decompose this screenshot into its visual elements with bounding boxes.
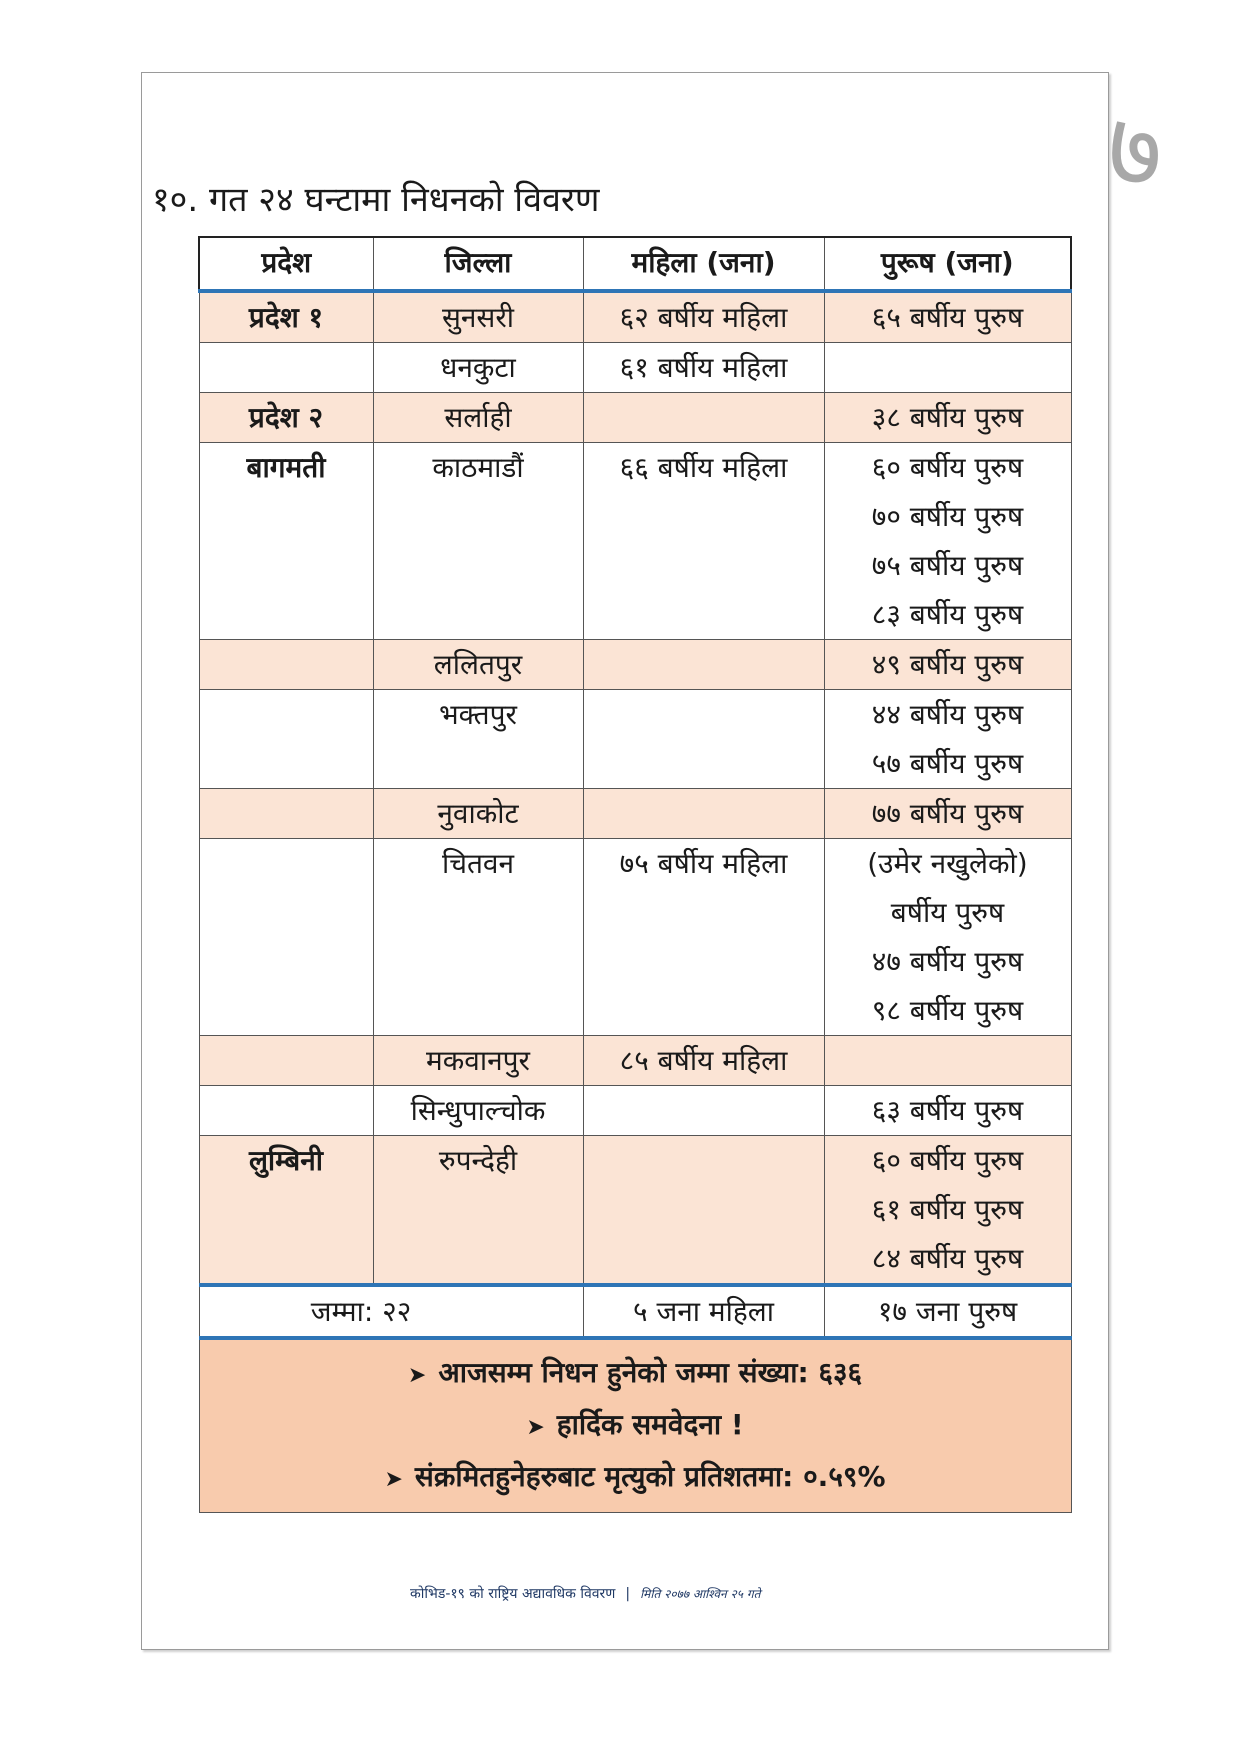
header-district: जिल्ला [373,237,583,291]
province-cell: लुम्बिनी [199,1136,373,1286]
table-row [199,839,1071,1036]
table-row [199,1136,1071,1286]
female-entry [584,541,824,590]
female-entry [584,1185,824,1234]
male-entry: ४४ बर्षीय पुरुष [871,698,1024,731]
total-label: जम्मा: २२ [199,1285,583,1338]
header-female: महिला (जना) [583,237,824,291]
male-entry [825,343,1071,392]
female-cell [583,640,824,690]
male-cell [824,789,1071,839]
male-entry: ६५ बर्षीय पुरुष [871,301,1024,334]
male-entry: ८३ बर्षीय पुरुष [871,598,1024,631]
male-cell [824,1086,1071,1136]
province-cell [199,343,373,393]
female-entry [584,789,824,838]
male-cell [824,839,1071,1036]
district-cell: सिन्धुपाल्चोक [373,1086,583,1136]
female-entry [584,590,824,639]
female-entry [584,739,824,788]
table-row [199,690,1071,789]
table-header-row [199,237,1071,291]
male-cell [824,690,1071,789]
province-cell [199,1036,373,1086]
summary-rate-text: संक्रमितहुनेहरुबाट मृत्युको प्रतिशतमा: ०.५९% [414,1460,886,1493]
female-entry [584,986,824,1035]
female-entry [584,690,824,739]
female-cell [583,393,824,443]
female-cell [583,839,824,1036]
male-entry: ४७ बर्षीय पुरुष [871,945,1024,978]
male-cell [824,1136,1071,1286]
district-cell: रुपन्देही [373,1136,583,1286]
female-cell [583,1086,824,1136]
male-entry: ६३ बर्षीय पुरुष [871,1094,1024,1127]
table-row [199,443,1071,640]
female-entry: ८५ बर्षीय महिला [619,1044,788,1077]
footer-date: मिति २०७७ आश्विन २५ गते [640,1587,761,1601]
total-row [199,1285,1071,1338]
female-entry: ६१ बर्षीय महिला [619,351,788,384]
table-row [199,640,1071,690]
female-entry: ६६ बर्षीय महिला [619,451,788,484]
table-row [199,1036,1071,1086]
male-entry: ७० बर्षीय पुरुष [871,500,1024,533]
summary-line-condolence [200,1400,1071,1452]
header-province: प्रदेश [199,237,373,291]
district-cell: मकवानपुर [373,1036,583,1086]
male-entry: ६१ बर्षीय पुरुष [871,1193,1024,1226]
province-cell [199,690,373,789]
table-row [199,343,1071,393]
arrow-bullet-icon: ➤ [526,1415,545,1440]
female-entry [584,1234,824,1283]
footer [410,1584,760,1603]
province-cell [199,1086,373,1136]
footer-separator: | [625,1586,631,1602]
male-entry [825,1036,1071,1085]
male-entry: ७७ बर्षीय पुरुष [871,797,1024,830]
male-entry: ६० बर्षीय पुरुष [871,451,1024,484]
female-entry [584,393,824,442]
male-entry: ८४ बर्षीय पुरुष [871,1242,1024,1275]
female-cell [583,443,824,640]
province-cell: बागमती [199,443,373,640]
male-cell [824,1036,1071,1086]
male-cell [824,291,1071,343]
deaths-table [198,236,1072,1513]
male-entry: (उमेर नखुलेको) [867,847,1028,880]
summary-row [199,1338,1071,1513]
province-cell [199,789,373,839]
male-entry: ९८ बर्षीय पुरुष [871,994,1024,1027]
male-cell [824,393,1071,443]
table-row [199,291,1071,343]
province-cell [199,640,373,690]
female-cell [583,789,824,839]
district-cell: काठमाडौं [373,443,583,640]
province-cell: प्रदेश १ [199,291,373,343]
male-entry: ५७ बर्षीय पुरुष [871,747,1024,780]
district-cell: नुवाकोट [373,789,583,839]
header-male: पुरूष (जना) [824,237,1071,291]
female-entry [584,640,824,689]
female-entry [584,1136,824,1185]
footer-title: कोभिड-१९ को राष्ट्रिय अद्यावधिक विवरण [410,1586,616,1602]
female-entry: ७५ बर्षीय महिला [619,847,788,880]
female-cell [583,1136,824,1286]
male-cell [824,343,1071,393]
female-cell [583,291,824,343]
section-title: १०. गत २४ घन्टामा निधनको विवरण [152,180,600,220]
province-cell: प्रदेश २ [199,393,373,443]
province-cell [199,839,373,1036]
female-entry [584,492,824,541]
district-cell: ललितपुर [373,640,583,690]
page-number: ७ [1108,89,1163,211]
arrow-bullet-icon: ➤ [407,1363,427,1388]
district-cell: चितवन [373,839,583,1036]
male-entry: ४९ बर्षीय पुरुष [871,648,1024,681]
district-cell: भक्तपुर [373,690,583,789]
table-row [199,1086,1071,1136]
total-male: १७ जना पुरुष [824,1285,1071,1338]
male-entry: ६० बर्षीय पुरुष [871,1144,1024,1177]
table-body [199,291,1071,1285]
district-cell: धनकुटा [373,343,583,393]
district-cell: सर्लाही [373,393,583,443]
male-cell [824,640,1071,690]
district-cell: सुनसरी [373,291,583,343]
male-cell [824,443,1071,640]
table-row [199,393,1071,443]
female-entry [584,1086,824,1135]
female-entry [584,937,824,986]
male-entry: ७५ बर्षीय पुरुष [871,549,1024,582]
summary-line-total [200,1348,1071,1400]
female-entry: ६२ बर्षीय महिला [619,301,788,334]
table-row [199,789,1071,839]
arrow-bullet-icon: ➤ [384,1467,403,1492]
female-cell [583,1036,824,1086]
female-cell [583,690,824,789]
male-entry: बर्षीय पुरुष [890,896,1005,929]
summary-condolence-text: हार्दिक समवेदना ! [556,1408,744,1441]
male-entry: ३८ बर्षीय पुरुष [871,401,1024,434]
female-entry [584,888,824,937]
total-female: ५ जना महिला [583,1285,824,1338]
summary-total-text: आजसम्म निधन हुनेको जम्मा संख्या: ६३६ [438,1356,863,1389]
summary-line-rate [200,1452,1071,1504]
female-cell [583,343,824,393]
summary-box [199,1338,1071,1513]
